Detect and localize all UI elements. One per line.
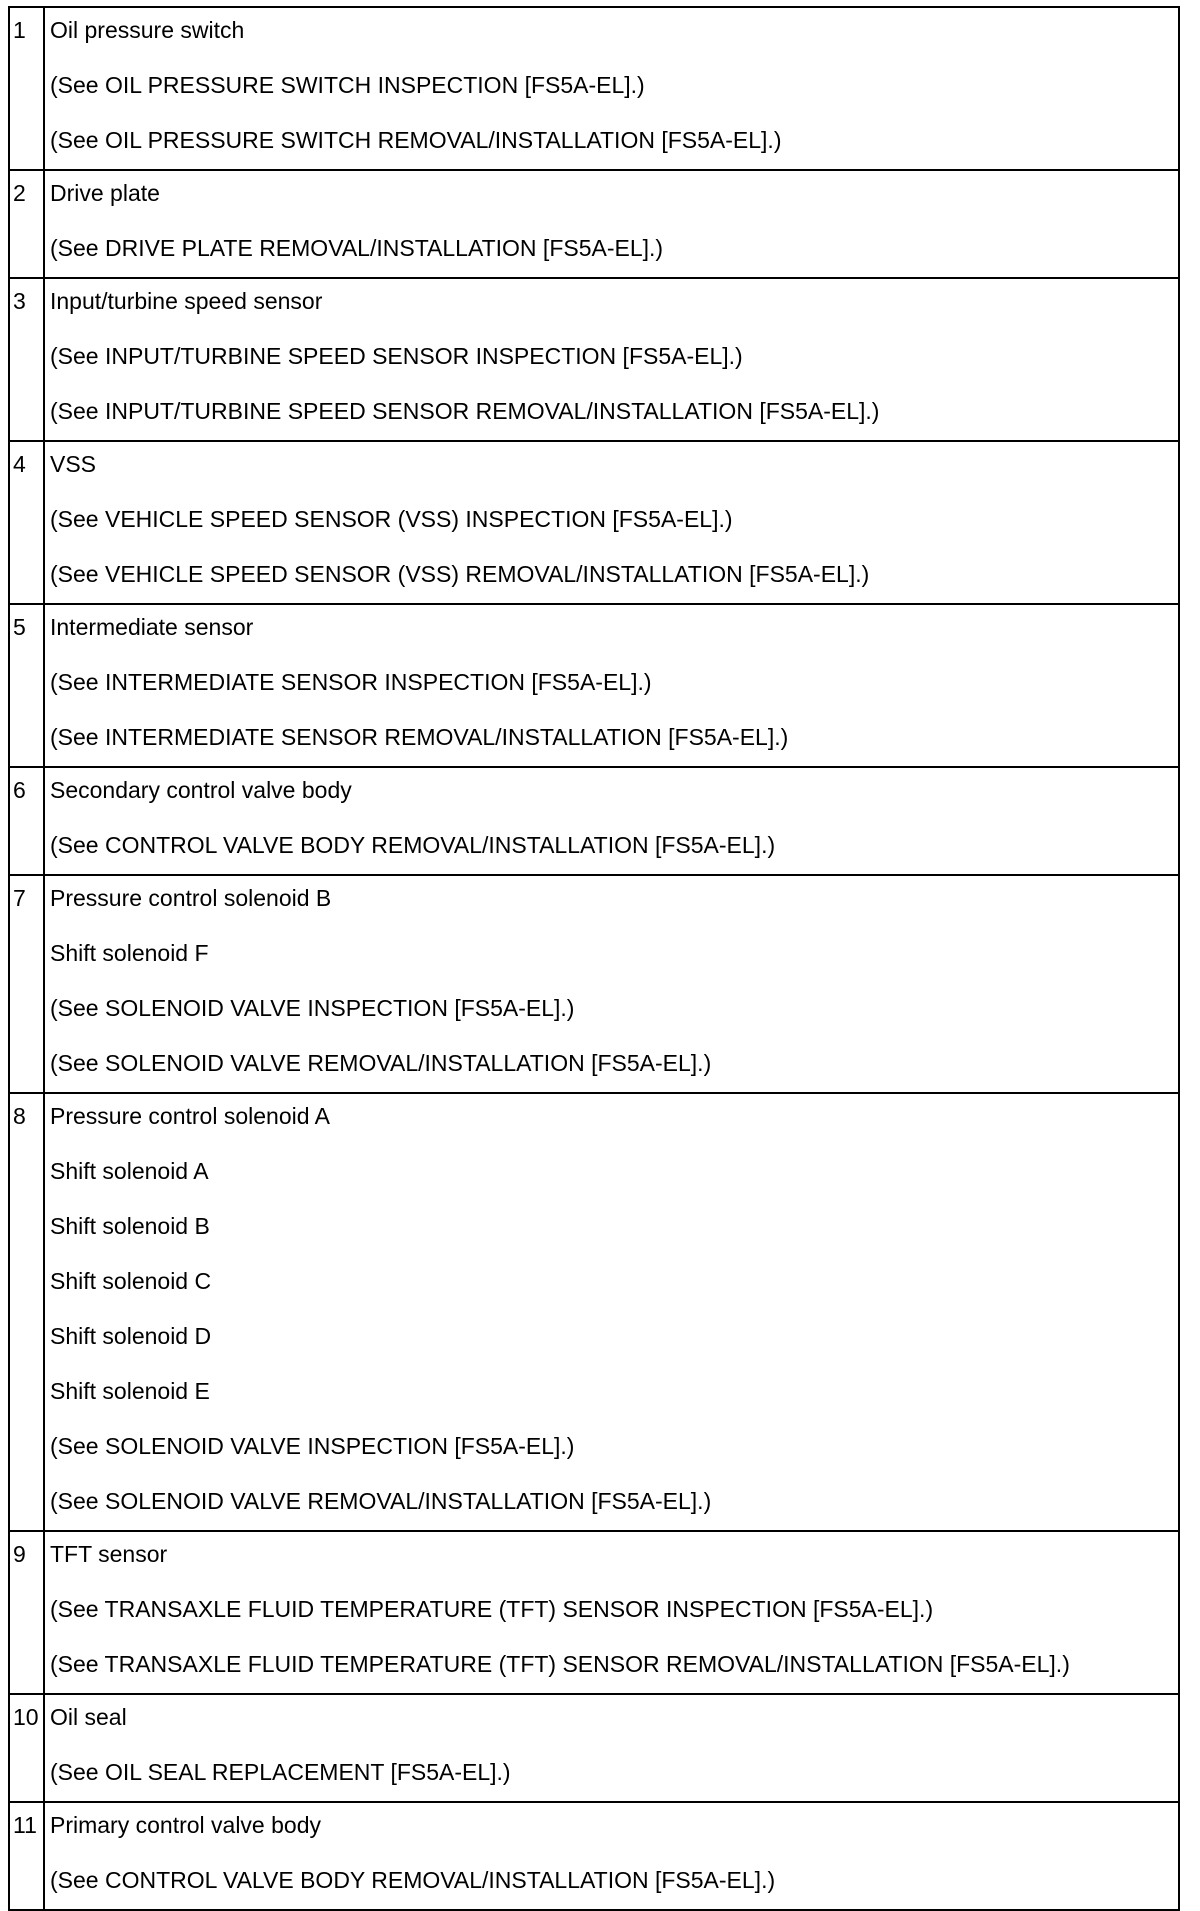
item-number: 3 xyxy=(9,278,44,441)
item-number: 1 xyxy=(9,7,44,170)
part-name: Secondary control valve body xyxy=(50,777,352,803)
parts-document xyxy=(8,6,1180,1911)
item-number: 10 xyxy=(9,1694,44,1802)
item-description xyxy=(44,278,1179,441)
reference-link[interactable]: (See CONTROL VALVE BODY REMOVAL/INSTALLATION [FS5A-EL].) xyxy=(50,832,776,858)
item-number: 7 xyxy=(9,875,44,1093)
table-row xyxy=(9,441,1179,604)
part-name: Oil seal xyxy=(50,1704,127,1730)
item-description xyxy=(44,441,1179,604)
part-name: Shift solenoid F xyxy=(50,940,209,966)
reference-link[interactable]: (See OIL PRESSURE SWITCH INSPECTION [FS5A-EL].) xyxy=(50,72,645,98)
table-row xyxy=(9,1093,1179,1531)
table-row xyxy=(9,604,1179,767)
table-row xyxy=(9,170,1179,278)
part-name: Drive plate xyxy=(50,180,160,206)
reference-link[interactable]: (See INPUT/TURBINE SPEED SENSOR INSPECTION [FS5A-EL].) xyxy=(50,343,743,369)
item-description xyxy=(44,170,1179,278)
part-name: Shift solenoid A xyxy=(50,1158,209,1184)
reference-link[interactable]: (See VEHICLE SPEED SENSOR (VSS) INSPECTION [FS5A-EL].) xyxy=(50,506,733,532)
item-description xyxy=(44,1093,1179,1531)
reference-link[interactable]: (See TRANSAXLE FLUID TEMPERATURE (TFT) SENSOR INSPECTION [FS5A-EL].) xyxy=(50,1596,934,1622)
item-description xyxy=(44,1802,1179,1910)
reference-link[interactable]: (See INTERMEDIATE SENSOR REMOVAL/INSTALLATION [FS5A-EL].) xyxy=(50,724,789,750)
table-row xyxy=(9,1531,1179,1694)
item-description xyxy=(44,875,1179,1093)
item-description xyxy=(44,1531,1179,1694)
part-name: Intermediate sensor xyxy=(50,614,254,640)
table-row xyxy=(9,875,1179,1093)
table-row xyxy=(9,1694,1179,1802)
table-row xyxy=(9,7,1179,170)
reference-link[interactable]: (See SOLENOID VALVE REMOVAL/INSTALLATION [FS5A-EL].) xyxy=(50,1050,712,1076)
item-number: 11 xyxy=(9,1802,44,1910)
reference-link[interactable]: (See SOLENOID VALVE INSPECTION [FS5A-EL].) xyxy=(50,1433,575,1459)
parts-table-body xyxy=(9,7,1179,1910)
item-number: 8 xyxy=(9,1093,44,1531)
part-name: Pressure control solenoid B xyxy=(50,885,332,911)
part-name: Shift solenoid C xyxy=(50,1268,212,1294)
reference-link[interactable]: (See TRANSAXLE FLUID TEMPERATURE (TFT) SENSOR REMOVAL/INSTALLATION [FS5A-EL].) xyxy=(50,1651,1070,1677)
part-name: Oil pressure switch xyxy=(50,17,245,43)
table-row xyxy=(9,767,1179,875)
part-name: Shift solenoid E xyxy=(50,1378,210,1404)
reference-link[interactable]: (See DRIVE PLATE REMOVAL/INSTALLATION [FS5A-EL].) xyxy=(50,235,664,261)
part-name: Input/turbine speed sensor xyxy=(50,288,323,314)
part-name: VSS xyxy=(50,451,97,477)
item-description xyxy=(44,7,1179,170)
reference-link[interactable]: (See OIL PRESSURE SWITCH REMOVAL/INSTALLATION [FS5A-EL].) xyxy=(50,127,782,153)
reference-link[interactable]: (See SOLENOID VALVE INSPECTION [FS5A-EL].) xyxy=(50,995,575,1021)
item-number: 6 xyxy=(9,767,44,875)
item-number: 5 xyxy=(9,604,44,767)
item-number: 2 xyxy=(9,170,44,278)
parts-table xyxy=(8,6,1180,1911)
part-name: Shift solenoid B xyxy=(50,1213,210,1239)
reference-link[interactable]: (See INTERMEDIATE SENSOR INSPECTION [FS5A-EL].) xyxy=(50,669,652,695)
part-name: Pressure control solenoid A xyxy=(50,1103,330,1129)
item-description xyxy=(44,604,1179,767)
reference-link[interactable]: (See SOLENOID VALVE REMOVAL/INSTALLATION [FS5A-EL].) xyxy=(50,1488,712,1514)
table-row xyxy=(9,278,1179,441)
item-description xyxy=(44,767,1179,875)
part-name: TFT sensor xyxy=(50,1541,168,1567)
item-number: 4 xyxy=(9,441,44,604)
table-row xyxy=(9,1802,1179,1910)
part-name: Shift solenoid D xyxy=(50,1323,212,1349)
item-number: 9 xyxy=(9,1531,44,1694)
reference-link[interactable]: (See CONTROL VALVE BODY REMOVAL/INSTALLATION [FS5A-EL].) xyxy=(50,1867,776,1893)
reference-link[interactable]: (See INPUT/TURBINE SPEED SENSOR REMOVAL/INSTALLATION [FS5A-EL].) xyxy=(50,398,880,424)
reference-link[interactable]: (See VEHICLE SPEED SENSOR (VSS) REMOVAL/INSTALLATION [FS5A-EL].) xyxy=(50,561,870,587)
reference-link[interactable]: (See OIL SEAL REPLACEMENT [FS5A-EL].) xyxy=(50,1759,511,1785)
item-description xyxy=(44,1694,1179,1802)
part-name: Primary control valve body xyxy=(50,1812,321,1838)
